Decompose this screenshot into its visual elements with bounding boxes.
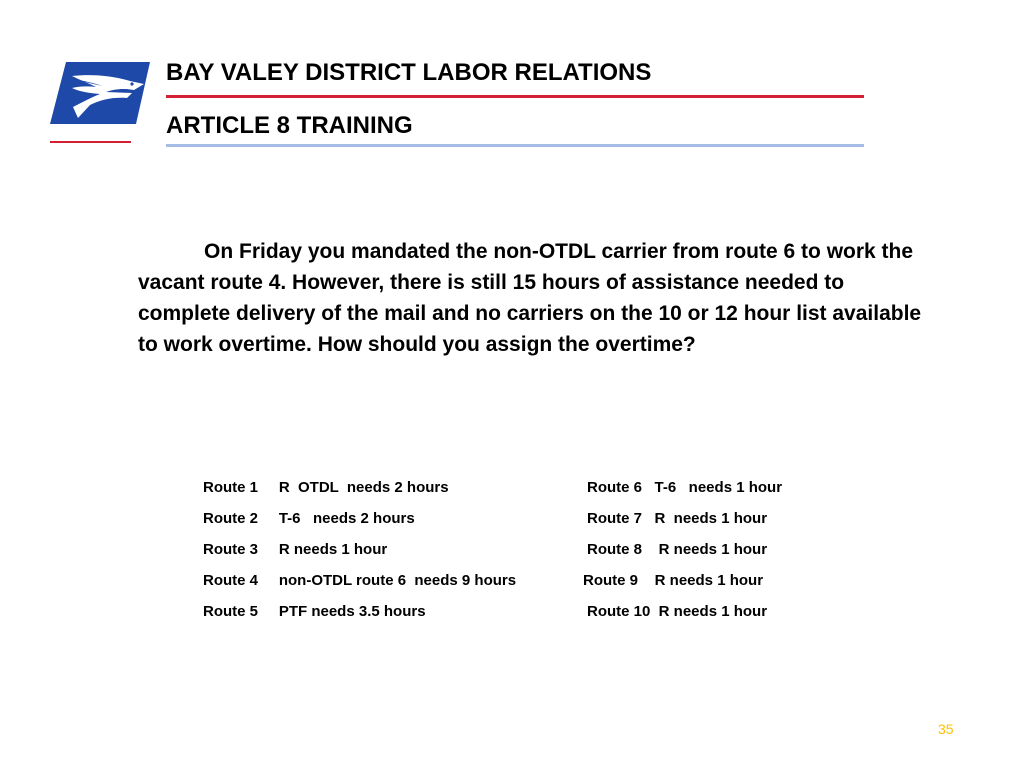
route-right-cell: Route 7 R needs 1 hour bbox=[587, 510, 768, 527]
route-left-cell: Route 2 T-6 needs 2 hours bbox=[203, 510, 415, 527]
page-subtitle: ARTICLE 8 TRAINING bbox=[166, 112, 413, 139]
route-row bbox=[203, 599, 843, 630]
subtitle-rule bbox=[166, 144, 864, 147]
route-left-cell: Route 1 R OTDL needs 2 hours bbox=[203, 479, 449, 496]
route-row bbox=[203, 506, 843, 537]
route-right-cell: Route 9 R needs 1 hour bbox=[583, 572, 764, 589]
route-left-cell: Route 3 R needs 1 hour bbox=[203, 541, 388, 558]
route-left-cell: Route 4 non-OTDL route 6 needs 9 hours bbox=[203, 572, 517, 589]
route-row bbox=[203, 475, 843, 506]
route-right-cell: Route 10 R needs 1 hour bbox=[587, 603, 768, 620]
scenario-question: On Friday you mandated the non-OTDL carrier from route 6 to work the vacant route 4. However, there is still 15 hours of assistance needed to complete delivery of the mail and no carriers on the 10 or 12 hour list available to work overtime. How should you assign the overtime? bbox=[138, 240, 922, 356]
page-number: 35 bbox=[938, 721, 954, 737]
page-title: BAY VALEY DISTRICT LABOR RELATIONS bbox=[166, 59, 652, 86]
route-left-cell: Route 5 PTF needs 3.5 hours bbox=[203, 603, 426, 620]
eagle-logo-icon bbox=[50, 62, 150, 124]
route-row bbox=[203, 568, 843, 599]
route-right-cell: Route 6 T-6 needs 1 hour bbox=[587, 479, 783, 496]
route-right-cell: Route 8 R needs 1 hour bbox=[587, 541, 768, 558]
route-list bbox=[203, 475, 843, 630]
logo-rule bbox=[50, 141, 131, 143]
title-rule bbox=[166, 95, 864, 98]
route-row bbox=[203, 537, 843, 568]
